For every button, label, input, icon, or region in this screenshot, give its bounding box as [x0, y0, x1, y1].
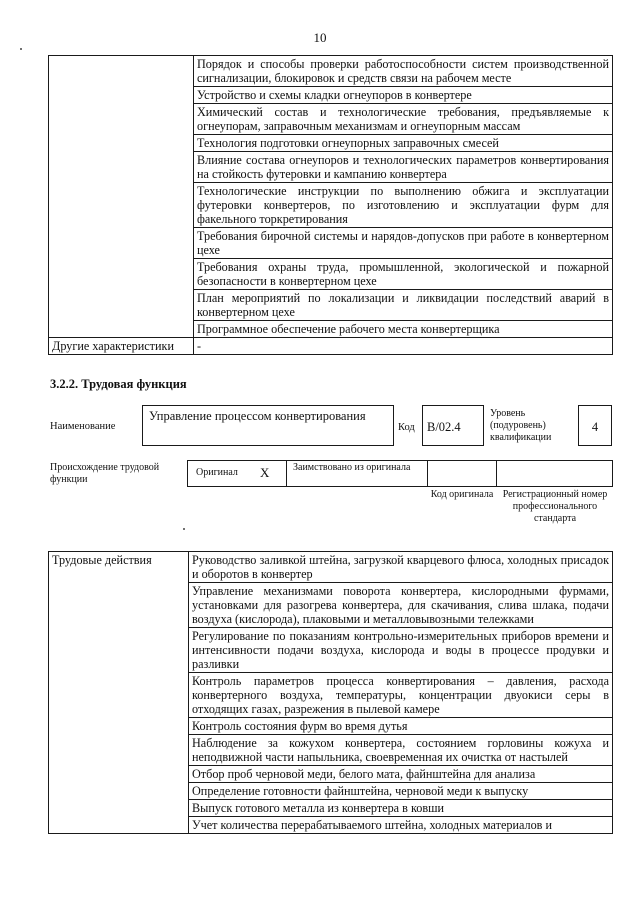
labor-action-item: Учет количества перерабатываемого штейна, холодных материалов и — [189, 817, 613, 834]
labor-action-item: Регулирование по показаниям контрольно-измерительных приборов времени и интенсивности подачи воздуха, кислорода и воды в процессе продувки и разливки — [189, 628, 613, 673]
requirement-item: Требования бирочной системы и нарядов-допусков при работе в конвертерном цехе — [194, 228, 613, 259]
requirement-item: Технология подготовки огнеупорных заправочных смесей — [194, 135, 613, 152]
labor-action-item: Наблюдение за кожухом конвертера, состоянием горловины кожуха и неподвижной части напыльника, своевременная их очистка от настылей — [189, 735, 613, 766]
function-name-value: Управление процессом конвертирования — [149, 409, 366, 423]
borrowed-label: Заимствовано из оригинала — [293, 462, 411, 473]
requirement-item: Влияние состава огнеупоров и технологических параметров конвертирования на стойкость футеровки и кампанию конвертера — [194, 152, 613, 183]
original-code-box — [427, 460, 497, 487]
original-label: Оригинал — [196, 467, 238, 478]
labor-action-item: Контроль параметров процесса конвертирования – давления, расхода конвертерного воздуха, температуры, концентрации двуокиси серы в отходящих газах, разрежения в пылевой камере — [189, 673, 613, 718]
table-row — [49, 552, 613, 583]
borrowed-box — [286, 460, 428, 487]
level-value: 4 — [591, 420, 599, 434]
labor-actions-table — [48, 551, 613, 834]
scan-dot — [20, 48, 22, 50]
other-characteristics-label: Другие характеристики — [49, 338, 194, 355]
table-row — [49, 338, 613, 355]
level-box — [578, 405, 612, 446]
original-code-label: Код оригинала — [430, 489, 494, 500]
labor-action-item: Управление механизмами поворота конвертера, кислородными фурмами, установками для разогрева конвертера, для скачивания, слива шлака, подачи воздуха (кислорода), плаковыми и металловывозными тележками — [189, 583, 613, 628]
requirements-table — [48, 55, 613, 355]
labor-action-item: Отбор проб черновой меди, белого мата, файнштейна для анализа — [189, 766, 613, 783]
requirements-left-cell — [49, 56, 194, 338]
original-mark: X — [260, 465, 270, 480]
labor-action-item: Выпуск готового металла из конвертера в ковши — [189, 800, 613, 817]
function-name-box — [142, 405, 394, 446]
table-row — [49, 56, 613, 87]
other-characteristics-value: - — [194, 338, 613, 355]
requirement-item: Технологические инструкции по выполнению обжига и эксплуатации футеровки конвертеров, по изготовлению и эксплуатации фурм для факельного торкретирования — [194, 183, 613, 228]
page-number: 10 — [313, 30, 327, 45]
requirement-item: Устройство и схемы кладки огнеупоров в конвертере — [194, 87, 613, 104]
registration-number-label: Регистрационный номер профессионального стандарта — [502, 489, 608, 524]
labor-action-item: Руководство заливкой штейна, загрузкой кварцевого флюса, холодных присадок и оборотов в конвертер — [189, 552, 613, 583]
section-title: 3.2.2. Трудовая функция — [50, 377, 187, 391]
labor-actions-label: Трудовые действия — [49, 552, 189, 834]
labor-action-item: Контроль состояния фурм во время дутья — [189, 718, 613, 735]
requirement-item: Химический состав и технологические требования, предъявляемые к огнеупорам, заправочным механизмам и огнеупорным массам — [194, 104, 613, 135]
code-label: Код — [398, 422, 415, 433]
labor-action-item: Определение готовности файнштейна, черновой меди к выпуску — [189, 783, 613, 800]
requirement-item: Порядок и способы проверки работоспособности систем производственной сигнализации, блокировок и средств связи на рабочем месте — [194, 56, 613, 87]
code-value: В/02.4 — [427, 420, 461, 434]
name-label: Наименование — [50, 421, 116, 432]
original-box — [187, 460, 287, 487]
scan-dot — [183, 528, 185, 530]
requirement-item: Программное обеспечение рабочего места конвертерщика — [194, 321, 613, 338]
requirement-item: Требования охраны труда, промышленной, экологической и пожарной безопасности в конвертерном цехе — [194, 259, 613, 290]
level-label: Уровень (подуровень) квалификации — [490, 408, 552, 443]
registration-number-box — [496, 460, 613, 487]
origin-label: Происхождение трудовой функции — [50, 462, 160, 485]
code-box — [422, 405, 484, 446]
requirement-item: План мероприятий по локализации и ликвидации последствий аварий в конвертерном цехе — [194, 290, 613, 321]
